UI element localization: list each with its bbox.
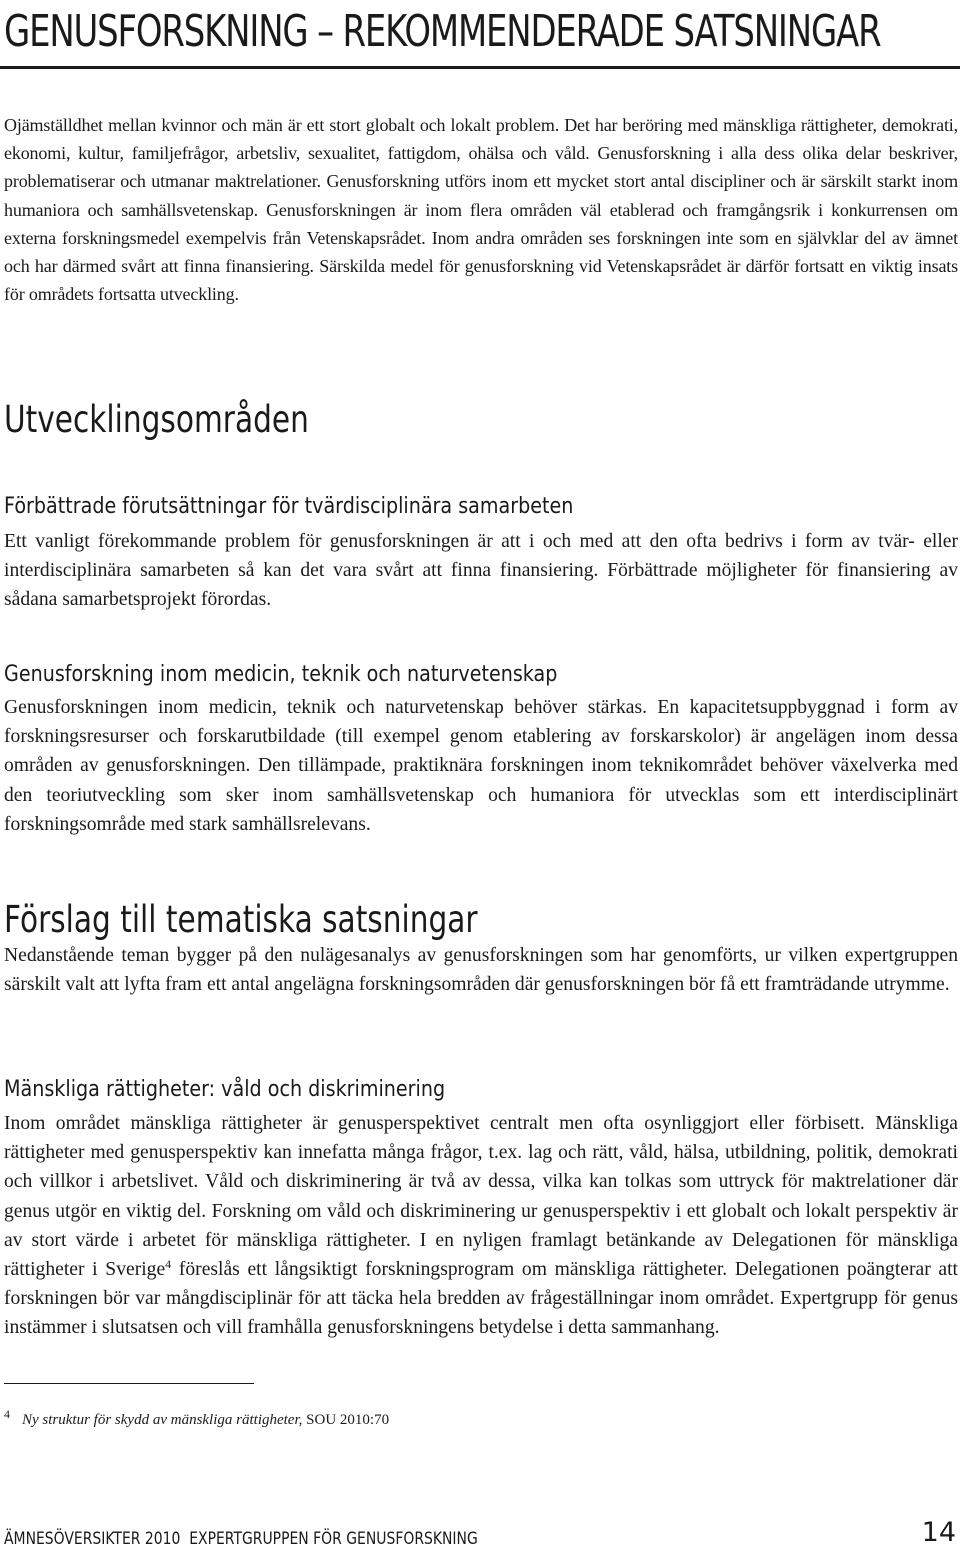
subheading-manskliga-rattigheter: Mänskliga rättigheter: våld och diskriminering <box>4 1076 446 1102</box>
footnote-divider <box>4 1383 254 1384</box>
footnote-reference: 4 <box>165 1257 172 1272</box>
section-heading-tematiska: Förslag till tematiska satsningar <box>4 898 478 941</box>
paragraph-text-part-a: Inom området mänskliga rättigheter är genusperspektivet centralt men ofta osynliggjort eller förbisett. Mänskliga rättigheter med genusperspektiv kan innefatta många frågor, t.ex. lag och rätt, våld, hälsa, utbildning, politik, demokrati och villkor i arbetslivet. Våld och diskriminering är två av dessa, vilka kan tolkas som uttryck för maktrelationer där genus utgör en viktig del. Forskning om våld och diskriminering ur genusperspektiv i ett globalt och lokalt perspektiv är av stort värde i arbetet för mänskliga rättigheter. I en nyligen framlagt betänkande av Delegationen för mänskliga rättigheter i Sverige <box>4 1113 958 1281</box>
paragraph-manskliga-rattigheter <box>4 1109 958 1343</box>
subheading-medicin-teknik: Genusforskning inom medicin, teknik och naturvetenskap <box>4 661 558 687</box>
footer-group: EXPERTGRUPPEN FÖR GENUSFORSKNING <box>189 1529 478 1549</box>
footnote-reference-text: SOU 2010:70 <box>302 1412 390 1428</box>
paragraph-medicin-teknik: Genusforskningen inom medicin, teknik och naturvetenskap behöver stärkas. En kapacitetsuppbyggnad i form av forskningsresurser och forskarutbildade (till exempel genom etablering av forskarskolor) är angelägen inom dessa områden av genusforskningen. Den tillämpade, praktiknära forskningen inom teknikområdet behöver växelverka med den teoriutveckling som sker inom samhällsvetenskap och humaniora för utvecklas som ett interdisciplinärt forskningsområde med stark samhällsrelevans. <box>4 697 958 835</box>
page-number: 14 <box>921 1517 956 1548</box>
page-title: GENUSFORSKNING – REKOMMENDERADE SATSNINGAR <box>4 6 881 57</box>
paragraph-text-part-b: föreslås ett långsiktigt forskningsprogram om mänskliga rättigheter. Delegationen poängterar att forskningen bör var mångdisciplinär för att täcka hela bredden av frågeställningar inom området. Expertgrupp för genus instämmer i slutsatsen och vill framhålla genusforskningens betydelse i detta sammanhang. <box>4 1259 958 1339</box>
paragraph-tematiska-intro: Nedanstående teman bygger på den nulägesanalys av genusforskningen som har genomförts, ur vilken expertgruppen särskilt valt att lyfta fram ett antal angelägna forskningsområden där genusforskningen bör få ett framträdande utrymme. <box>4 945 958 996</box>
subheading-tvardisciplinara: Förbättrade förutsättningar för tvärdisciplinära samarbeten <box>4 493 574 519</box>
footnote-title: Ny struktur för skydd av mänskliga rättigheter, <box>22 1412 303 1428</box>
intro-paragraph: Ojämställdhet mellan kvinnor och män är ett stort globalt och lokalt problem. Det har beröring med mänskliga rättigheter, demokrati, ekonomi, kultur, familjefrågor, arbetsliv, sexualitet, fattigdom, ohälsa och våld. Genusforskning i alla dess olika delar beskriver, problematiserar och utmanar maktrelationer. Genusforskning utförs inom ett mycket stort antal discipliner och är särskilt starkt inom humaniora och samhällsvetenskap. Genusforskningen är inom flera områden väl etablerad och framgångsrik i konkurrensen om externa forskningsmedel exempelvis från Vetenskapsrådet. Inom andra områden ses forskningen inte som en självklar del av ämnet och har därmed svårt att finna finansiering. Särskilda medel för genusforskning vid Vetenskapsrådet är därför fortsatt en viktig insats för områdets fortsatta utveckling. <box>4 115 958 305</box>
footnote <box>4 1404 389 1430</box>
footnote-number: 4 <box>4 1407 10 1421</box>
paragraph-tvardisciplinara: Ett vanligt förekommande problem för genusforskningen är att i och med att den ofta bedrivs i form av tvär- eller interdisciplinära samarbeten så kan det vara svårt att finna finansiering. Förbättrade möjligheter för finansiering av sådana samarbetsprojekt förordas. <box>4 531 958 611</box>
title-rule <box>0 66 960 69</box>
footer-series: ÄMNESÖVERSIKTER 2010 <box>4 1529 181 1549</box>
page-footer <box>4 1529 478 1549</box>
section-heading-utvecklingsomraden: Utvecklingsområden <box>4 398 309 441</box>
